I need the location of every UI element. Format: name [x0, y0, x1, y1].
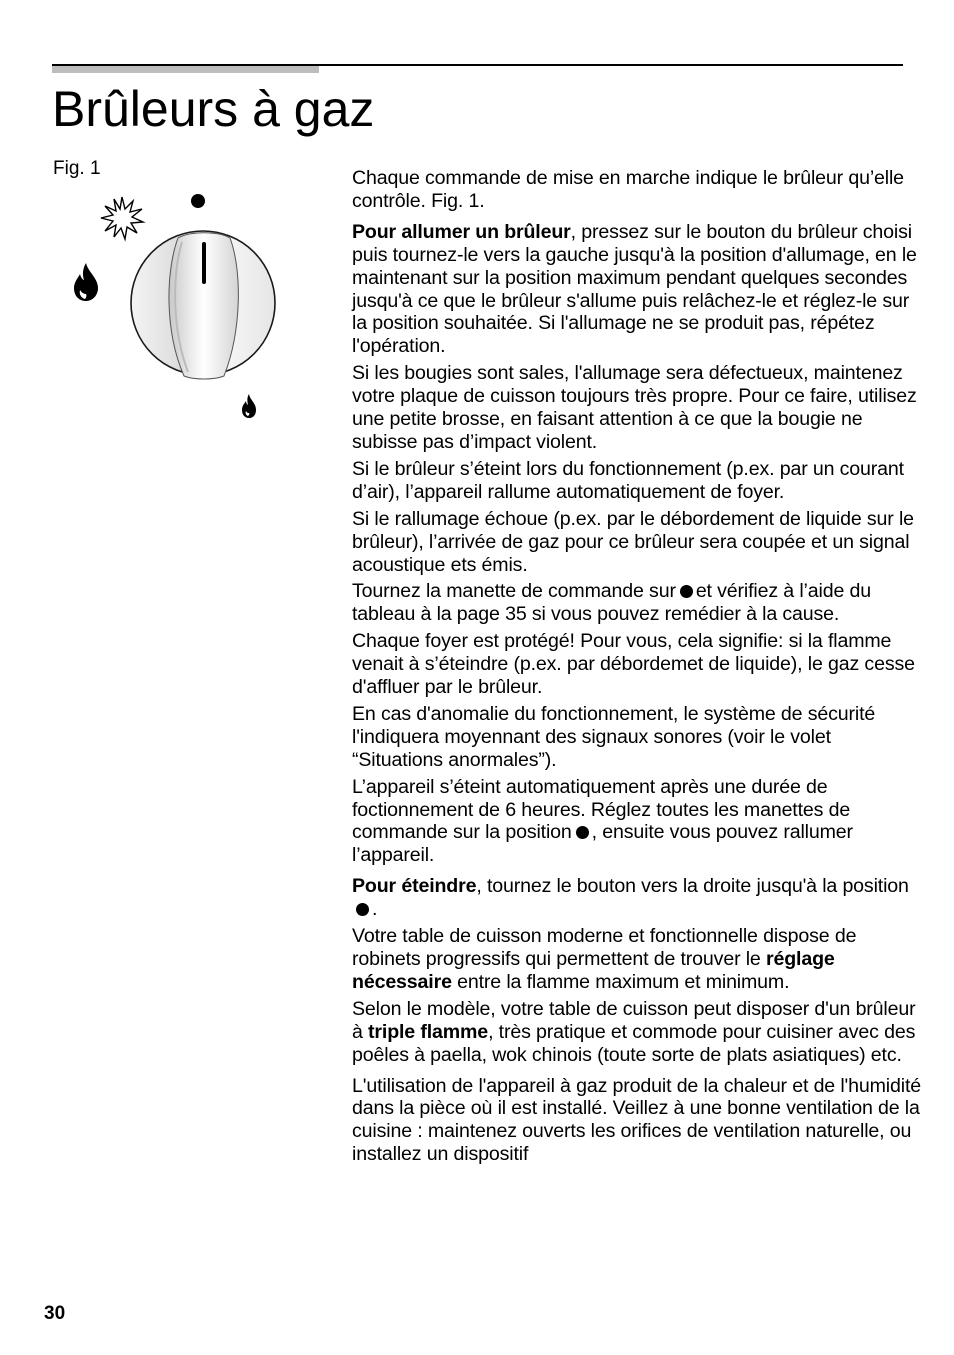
- large-flame-icon: [74, 263, 98, 301]
- paragraph: Votre table de cuisson moderne et fonctionnelle dispose de robinets progressifs qui permettent de trouver le réglage nécessaire entre la flamme maximum et minimum.: [352, 925, 857, 993]
- paragraph: Tournez la manette de commande sur et vérifiez à l’aide du tableau à la page 35 si vous pouvez remédier à la cause.: [352, 580, 871, 626]
- page-title: Brûleurs à gaz: [52, 81, 375, 137]
- spark-icon: [101, 197, 143, 239]
- bold-term: triple flamme: [368, 1020, 489, 1043]
- filled-dot-icon: [356, 903, 369, 916]
- control-knob: [131, 231, 275, 379]
- control-knob-figure: [60, 180, 300, 420]
- filled-dot-icon: [576, 826, 589, 839]
- paragraph: L’appareil s’éteint automatiquement après une durée de foctionnement de 6 heures. Réglez toutes les manettes de commande sur la position , ensuite vous pouvez rallumer l’appareil.: [352, 775, 853, 867]
- paragraph: Pour éteindre, tournez le bouton vers la droite jusqu'à la position.: [352, 875, 909, 921]
- paragraph: Si le brûleur s’éteint lors du fonctionnement (p.ex. par un courant d’air), l’appareil rallume automatiquement de foyer.: [352, 457, 904, 503]
- paragraph: Si le rallumage échoue (p.ex. par le débordement de liquide sur le brûleur), l’arrivée de gaz pour ce brûleur sera coupée et un signal acoustique ets émis.: [352, 507, 914, 576]
- bold-lead: Pour éteindre: [352, 875, 477, 898]
- small-flame-icon: [242, 394, 256, 418]
- bold-lead: Pour allumer un brûleur: [352, 220, 571, 243]
- paragraph: En cas d'anomalie du fonctionnement, le système de sécurité l'indiquera moyennant des signaux sonores (voir le volet “Situations anormales”).: [352, 702, 876, 771]
- body-text: [352, 167, 922, 1170]
- paragraph: Selon le modèle, votre table de cuisson peut disposer d'un brûleur à triple flamme, très pratique et commode pour cuisiner avec des poêles à paella, wok chinois (toute sorte de plats asiatiques) etc.: [352, 997, 916, 1066]
- page-number: 30: [44, 1303, 66, 1324]
- paragraph: L'utilisation de l'appareil à gaz produit de la chaleur et de l'humidité dans la pièce où il est installé. Veillez à une bonne ventilation de la cuisine : maintenez ouverts les orifices de ventilation naturelle, ou installez un dispositif: [352, 1074, 922, 1166]
- filled-dot-icon: [191, 194, 205, 208]
- figure-label: Fig. 1: [53, 158, 101, 179]
- bold-term: réglage nécessaire: [352, 948, 835, 993]
- paragraph: Pour allumer un brûleur, pressez sur le bouton du brûleur choisi puis tournez-le vers la gauche jusqu'à la position d'allumage, en le maintenant sur la position maximum pendant quelques secondes jusqu'à ce que le brûleur s'allume puis relâchez-le et réglez-le sur la position souhaitée. Si l'allumage ne se produit pas, répétez l'opération.: [352, 220, 917, 358]
- paragraph: Si les bougies sont sales, l'allumage sera défectueux, maintenez votre plaque de cuisson toujours très propre. Pour ce faire, utilisez une petite brosse, en faisant attention à ce que la bougie ne subisse pas d’impact violent.: [352, 362, 917, 453]
- paragraph: Chaque commande de mise en marche indique le brûleur qu’elle contrôle. Fig. 1.: [352, 167, 904, 212]
- header-accent-bar: [52, 66, 319, 73]
- paragraph: Chaque foyer est protégé! Pour vous, cela signifie: si la flamme venait à s’éteindre (p.ex. par débordemet de liquide), le gaz cesse d'affluer par le brûleur.: [352, 630, 915, 699]
- filled-dot-icon: [680, 585, 693, 598]
